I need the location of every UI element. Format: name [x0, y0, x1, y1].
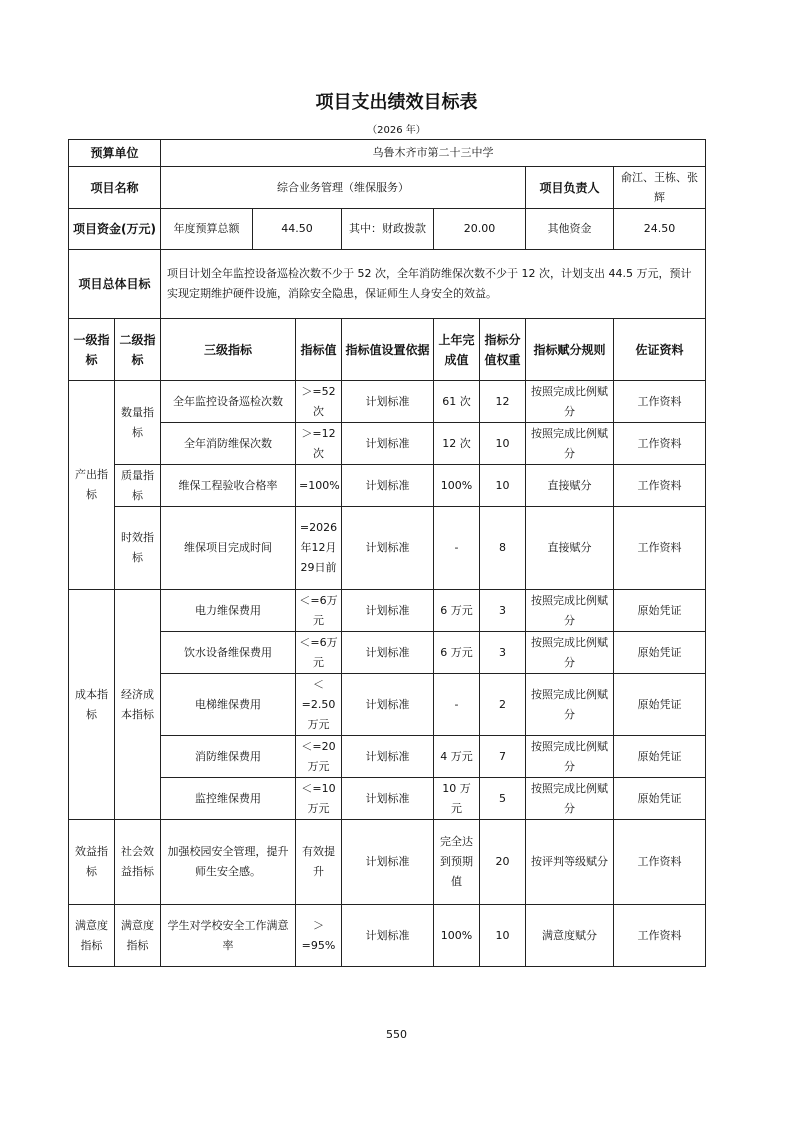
evidence: 原始凭证: [614, 674, 706, 736]
scoring-rule: 按照完成比例赋分: [526, 778, 614, 820]
table-row: [69, 820, 706, 905]
table-row: [69, 381, 706, 423]
basis: 计划标准: [342, 905, 434, 967]
level3-indicator: 监控维保费用: [161, 778, 296, 820]
level3-indicator: 消防维保费用: [161, 736, 296, 778]
indicator-value: ＜=10万元: [296, 778, 342, 820]
indicator-value: =2026年12月29日前: [296, 507, 342, 590]
level1-indicator: 效益指标: [69, 820, 115, 905]
header-cell: 佐证资料: [614, 319, 706, 381]
scoring-rule: 直接赋分: [526, 465, 614, 507]
scoring-rule: 满意度赋分: [526, 905, 614, 967]
header-cell: 上年完成值: [434, 319, 480, 381]
indicator-value: ＞=12次: [296, 423, 342, 465]
project-leader-label: 项目负责人: [526, 167, 614, 209]
weight: 20: [480, 820, 526, 905]
table-row: [69, 905, 706, 967]
other-funds-label: 其他资金: [526, 209, 614, 250]
fiscal-label: 其中：财政拨款: [342, 209, 434, 250]
budget-unit-label: 预算单位: [69, 140, 161, 167]
indicator-value: ＞=52次: [296, 381, 342, 423]
last-year-value: 6 万元: [434, 632, 480, 674]
other-funds-value: 24.50: [614, 209, 706, 250]
basis: 计划标准: [342, 381, 434, 423]
budget-unit-value: 乌鲁木齐市第二十三中学: [161, 140, 706, 167]
weight: 10: [480, 905, 526, 967]
funds-label: 项目资金(万元): [69, 209, 161, 250]
weight: 7: [480, 736, 526, 778]
header-cell: 指标分值权重: [480, 319, 526, 381]
level2-indicator: 经济成本指标: [115, 590, 161, 820]
last-year-value: 100%: [434, 905, 480, 967]
total-budget-label: 年度预算总额: [161, 209, 253, 250]
table-row: [69, 632, 706, 674]
table-row: [69, 423, 706, 465]
indicator-value: ＜=2.50万元: [296, 674, 342, 736]
level3-indicator: 全年监控设备巡检次数: [161, 381, 296, 423]
indicator-value: ＜=6万元: [296, 632, 342, 674]
last-year-value: 4 万元: [434, 736, 480, 778]
header-cell: 三级指标: [161, 319, 296, 381]
header-cell: 二级指标: [115, 319, 161, 381]
level1-indicator: 满意度指标: [69, 905, 115, 967]
page-title: 项目支出绩效目标表: [315, 92, 478, 113]
basis: 计划标准: [342, 507, 434, 590]
scoring-rule: 按照完成比例赋分: [526, 674, 614, 736]
indicator-value: ＜=20万元: [296, 736, 342, 778]
last-year-value: 10 万元: [434, 778, 480, 820]
scoring-rule: 直接赋分: [526, 507, 614, 590]
level2-indicator: 满意度指标: [115, 905, 161, 967]
weight: 3: [480, 590, 526, 632]
scoring-rule: 按照完成比例赋分: [526, 381, 614, 423]
last-year-value: 12 次: [434, 423, 480, 465]
last-year-value: 61 次: [434, 381, 480, 423]
level3-indicator: 饮水设备维保费用: [161, 632, 296, 674]
year-label: （2026 年）: [367, 125, 426, 136]
level2-indicator: 质量指标: [115, 465, 161, 507]
weight: 12: [480, 381, 526, 423]
last-year-value: -: [434, 674, 480, 736]
overall-goal-label: 项目总体目标: [69, 250, 161, 319]
weight: 8: [480, 507, 526, 590]
weight: 10: [480, 423, 526, 465]
basis: 计划标准: [342, 423, 434, 465]
performance-table: [68, 139, 706, 967]
fiscal-value: 20.00: [434, 209, 526, 250]
project-name-label: 项目名称: [69, 167, 161, 209]
table-row: [69, 507, 706, 590]
level3-indicator: 加强校园安全管理，提升师生安全感。: [161, 820, 296, 905]
evidence: 工作资料: [614, 381, 706, 423]
table-row: [69, 736, 706, 778]
scoring-rule: 按照完成比例赋分: [526, 632, 614, 674]
level3-indicator: 电梯维保费用: [161, 674, 296, 736]
header-cell: 指标值: [296, 319, 342, 381]
level2-indicator: 数量指标: [115, 381, 161, 465]
evidence: 原始凭证: [614, 778, 706, 820]
header-cell: 一级指标: [69, 319, 115, 381]
scoring-rule: 按评判等级赋分: [526, 820, 614, 905]
weight: 3: [480, 632, 526, 674]
last-year-value: -: [434, 507, 480, 590]
basis: 计划标准: [342, 778, 434, 820]
basis: 计划标准: [342, 674, 434, 736]
level3-indicator: 全年消防维保次数: [161, 423, 296, 465]
level1-indicator: 产出指标: [69, 381, 115, 590]
indicator-value: =100%: [296, 465, 342, 507]
weight: 5: [480, 778, 526, 820]
project-name-value: 综合业务管理（维保服务）: [161, 167, 526, 209]
header-cell: 指标值设置依据: [342, 319, 434, 381]
level3-indicator: 维保工程验收合格率: [161, 465, 296, 507]
level2-indicator: 社会效益指标: [115, 820, 161, 905]
basis: 计划标准: [342, 632, 434, 674]
indicator-value: ＜=6万元: [296, 590, 342, 632]
table-row: [69, 465, 706, 507]
weight: 2: [480, 674, 526, 736]
evidence: 工作资料: [614, 820, 706, 905]
level1-indicator: 成本指标: [69, 590, 115, 820]
evidence: 工作资料: [614, 423, 706, 465]
level3-indicator: 电力维保费用: [161, 590, 296, 632]
evidence: 原始凭证: [614, 632, 706, 674]
evidence: 工作资料: [614, 507, 706, 590]
basis: 计划标准: [342, 590, 434, 632]
scoring-rule: 按照完成比例赋分: [526, 736, 614, 778]
evidence: 原始凭证: [614, 736, 706, 778]
last-year-value: 100%: [434, 465, 480, 507]
evidence: 工作资料: [614, 905, 706, 967]
table-row: [69, 778, 706, 820]
overall-goal-text: 项目计划全年监控设备巡检次数不少于 52 次，全年消防维保次数不少于 12 次，计划支出 44.5 万元，预计实现定期维护硬件设施，消除安全隐患，保证师生人身安全的效益。: [161, 250, 706, 319]
total-budget-value: 44.50: [253, 209, 342, 250]
indicator-value: 有效提升: [296, 820, 342, 905]
basis: 计划标准: [342, 465, 434, 507]
evidence: 工作资料: [614, 465, 706, 507]
level2-indicator: 时效指标: [115, 507, 161, 590]
header-cell: 指标赋分规则: [526, 319, 614, 381]
indicator-value: ＞=95%: [296, 905, 342, 967]
last-year-value: 6 万元: [434, 590, 480, 632]
page-number: 550: [386, 1028, 407, 1041]
weight: 10: [480, 465, 526, 507]
level3-indicator: 维保项目完成时间: [161, 507, 296, 590]
basis: 计划标准: [342, 820, 434, 905]
basis: 计划标准: [342, 736, 434, 778]
project-leader-value: 俞江、王栋、张辉: [614, 167, 706, 209]
table-row: [69, 590, 706, 632]
last-year-value: 完全达到预期值: [434, 820, 480, 905]
scoring-rule: 按照完成比例赋分: [526, 423, 614, 465]
level3-indicator: 学生对学校安全工作满意率: [161, 905, 296, 967]
evidence: 原始凭证: [614, 590, 706, 632]
scoring-rule: 按照完成比例赋分: [526, 590, 614, 632]
table-row: [69, 674, 706, 736]
